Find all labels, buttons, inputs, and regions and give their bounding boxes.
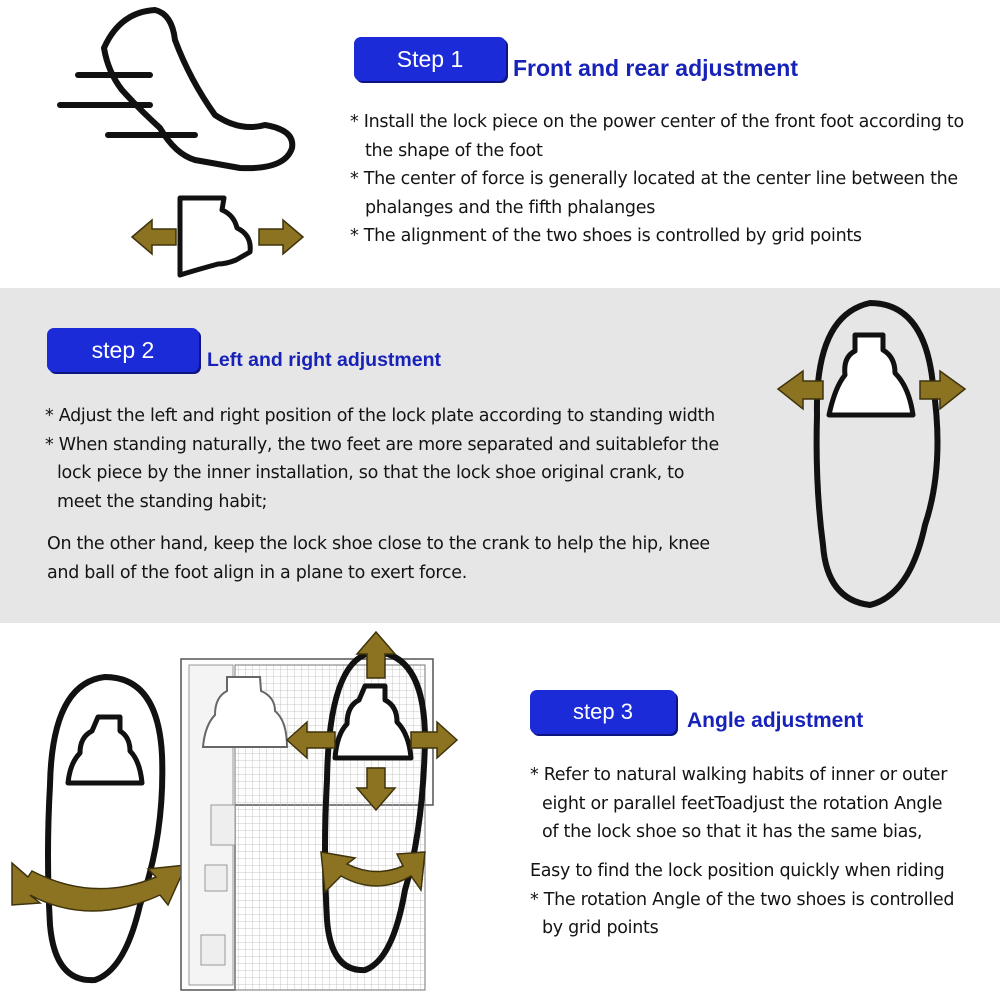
step3-note: Easy to find the lock position quickly when riding — [530, 861, 945, 881]
step2-title: Left and right adjustment — [207, 349, 441, 371]
step1-point: * The center of force is generally located at the center line between the — [350, 165, 964, 194]
right-arrow-icon — [411, 722, 457, 758]
step1-text — [350, 108, 964, 251]
step2-text — [45, 402, 719, 516]
shoe-icon — [0, 0, 320, 180]
step3-point: of the lock shoe so that it has the same bias, — [542, 822, 923, 842]
step1-point: phalanges and the fifth phalanges — [365, 197, 656, 218]
step2-point: lock piece by the inner installation, so that the lock shoe original crank, to — [57, 463, 685, 483]
step2-note — [47, 530, 710, 587]
step3-badge: step 3 — [530, 690, 676, 734]
step3-point: by grid points — [542, 918, 659, 938]
rotate-arrow-icon — [12, 863, 186, 911]
step3-point: * The rotation Angle of the two shoes is controlled — [530, 886, 954, 915]
step3-point: * Refer to natural walking habits of inner or outer — [530, 761, 947, 790]
rotate-arrow-icon — [321, 852, 425, 892]
step2-note-line: On the other hand, keep the lock shoe close to the crank to help the hip, knee — [47, 534, 710, 554]
step1-point: * The alignment of the two shoes is controlled by grid points — [350, 222, 964, 251]
step2-point: * When standing naturally, the two feet are more separated and suitablefor the — [45, 431, 719, 460]
step2-note-line: and ball of the foot align in a plane to exert force. — [47, 562, 467, 583]
left-arrow-icon — [130, 214, 180, 260]
step3-point: eight or parallel feetToadjust the rotation Angle — [542, 793, 943, 814]
step2-point: meet the standing habit; — [57, 491, 268, 512]
step1-title: Front and rear adjustment — [513, 55, 798, 81]
right-arrow-icon — [255, 214, 305, 260]
insole-icon — [775, 295, 970, 615]
insole-icon — [10, 665, 190, 995]
down-arrow-icon — [357, 768, 395, 810]
step2-badge: step 2 — [47, 328, 199, 372]
step1-point: * Install the lock piece on the power center of the front foot according to — [350, 108, 964, 137]
step3-title: Angle adjustment — [687, 709, 864, 732]
step3-text — [530, 761, 947, 847]
step2-point: * Adjust the left and right position of the lock plate according to standing width — [45, 402, 719, 431]
step1-badge: Step 1 — [354, 37, 506, 81]
step3-text-2 — [530, 857, 954, 943]
insole-icon — [285, 630, 460, 1000]
step1-point: the shape of the foot — [365, 140, 543, 161]
